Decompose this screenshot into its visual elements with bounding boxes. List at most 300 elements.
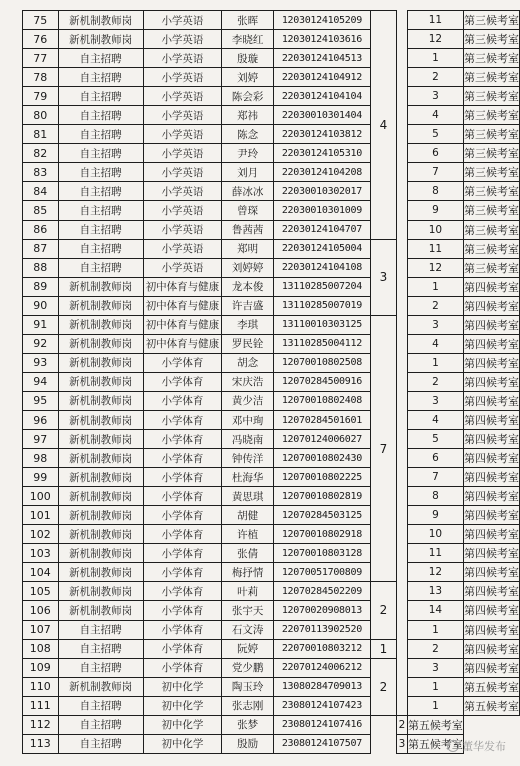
- cell-subject: 初中体育与健康: [143, 296, 222, 315]
- cell-subject: 小学英语: [143, 201, 222, 220]
- cell-group-count: 4: [370, 11, 396, 240]
- cell-candidate-name: 郑祎: [222, 106, 274, 125]
- cell-candidate-name: 张宇天: [222, 601, 274, 620]
- cell-admission-id: 12030124103616: [273, 30, 370, 49]
- cell-seat-number: 2: [407, 372, 463, 391]
- cell-waiting-room: 第五候考室: [463, 677, 519, 696]
- cell-subject: 小学体育: [143, 658, 222, 677]
- cell-waiting-room: 第三候考室: [463, 30, 519, 49]
- cell-seat-number: 3: [407, 658, 463, 677]
- cell-number: 90: [23, 296, 59, 315]
- cell-candidate-name: 陈会彩: [222, 87, 274, 106]
- cell-post-type: 新机制教师岗: [58, 449, 143, 468]
- cell-number: 75: [23, 11, 59, 30]
- cell-admission-id: 22030124104104: [273, 87, 370, 106]
- cell-waiting-room: 第五候考室: [407, 715, 463, 734]
- cell-post-type: 自主招聘: [58, 239, 143, 258]
- table-row: [23, 315, 520, 334]
- cell-waiting-room: 第四候考室: [463, 506, 519, 525]
- cell-number: 94: [23, 372, 59, 391]
- column-gap: [397, 182, 408, 201]
- column-gap: [397, 430, 408, 449]
- cell-post-type: 自主招聘: [58, 201, 143, 220]
- cell-subject: 小学英语: [143, 144, 222, 163]
- cell-seat-number: 7: [407, 163, 463, 182]
- cell-seat-number: 4: [407, 106, 463, 125]
- cell-admission-id: 12070051700809: [273, 563, 370, 582]
- cell-post-type: 新机制教师岗: [58, 525, 143, 544]
- cell-group-count: 3: [370, 239, 396, 315]
- cell-waiting-room: 第四候考室: [463, 582, 519, 601]
- cell-subject: 小学英语: [143, 182, 222, 201]
- cell-seat-number: 1: [407, 696, 463, 715]
- cell-seat-number: 5: [407, 430, 463, 449]
- cell-subject: 小学体育: [143, 601, 222, 620]
- table-row: [23, 391, 520, 410]
- table-row: [23, 601, 520, 620]
- cell-post-type: 新机制教师岗: [58, 677, 143, 696]
- table-row: [23, 220, 520, 239]
- cell-post-type: 新机制教师岗: [58, 315, 143, 334]
- table-row: [23, 658, 520, 677]
- table-row: [23, 487, 520, 506]
- cell-seat-number: 2: [407, 639, 463, 658]
- cell-number: 101: [23, 506, 59, 525]
- cell-waiting-room: 第三候考室: [463, 144, 519, 163]
- cell-seat-number: 12: [407, 258, 463, 277]
- cell-waiting-room: 第三候考室: [463, 258, 519, 277]
- cell-seat-number: 5: [407, 125, 463, 144]
- cell-admission-id: 12070010802408: [273, 391, 370, 410]
- cell-waiting-room: 第四候考室: [463, 544, 519, 563]
- cell-waiting-room: 第四候考室: [463, 620, 519, 639]
- column-gap: [370, 715, 396, 734]
- cell-waiting-room: 第五候考室: [463, 696, 519, 715]
- cell-candidate-name: 陈念: [222, 125, 274, 144]
- cell-number: 92: [23, 334, 59, 353]
- cell-admission-id: 23080124107416: [273, 715, 370, 734]
- cell-post-type: 新机制教师岗: [58, 372, 143, 391]
- cell-number: 95: [23, 391, 59, 410]
- table-row: [23, 201, 520, 220]
- cell-seat-number: 3: [407, 391, 463, 410]
- table-row: [23, 11, 520, 30]
- cell-waiting-room: 第三候考室: [463, 182, 519, 201]
- cell-seat-number: 14: [407, 601, 463, 620]
- cell-candidate-name: 阮婷: [222, 639, 274, 658]
- column-gap: [397, 582, 408, 601]
- cell-candidate-name: 薛冰冰: [222, 182, 274, 201]
- cell-subject: 小学体育: [143, 487, 222, 506]
- cell-candidate-name: 龙本俊: [222, 277, 274, 296]
- cell-admission-id: 12070010802225: [273, 468, 370, 487]
- column-gap: [397, 449, 408, 468]
- cell-post-type: 自主招聘: [58, 639, 143, 658]
- cell-subject: 初中体育与健康: [143, 334, 222, 353]
- cell-seat-number: 7: [407, 468, 463, 487]
- cell-post-type: 自主招聘: [58, 620, 143, 639]
- cell-candidate-name: 钟传洋: [222, 449, 274, 468]
- cell-subject: 小学体育: [143, 525, 222, 544]
- column-gap: [397, 296, 408, 315]
- cell-candidate-name: 殷励: [222, 734, 274, 753]
- cell-waiting-room: 第四候考室: [463, 391, 519, 410]
- cell-subject: 初中化学: [143, 734, 222, 753]
- cell-admission-id: 12070020908013: [273, 601, 370, 620]
- cell-number: 85: [23, 201, 59, 220]
- cell-seat-number: 12: [407, 563, 463, 582]
- cell-seat-number: 3: [407, 87, 463, 106]
- cell-seat-number: 10: [407, 220, 463, 239]
- cell-number: 82: [23, 144, 59, 163]
- column-gap: [397, 525, 408, 544]
- cell-waiting-room: 第四候考室: [463, 639, 519, 658]
- candidate-table: [22, 10, 520, 754]
- cell-post-type: 自主招聘: [58, 106, 143, 125]
- cell-number: 99: [23, 468, 59, 487]
- cell-subject: 小学英语: [143, 106, 222, 125]
- cell-admission-id: 12070010802819: [273, 487, 370, 506]
- table-row: [23, 449, 520, 468]
- cell-post-type: 新机制教师岗: [58, 334, 143, 353]
- cell-admission-id: 22030124104912: [273, 68, 370, 87]
- cell-number: 91: [23, 315, 59, 334]
- column-gap: [397, 391, 408, 410]
- cell-waiting-room: 第三候考室: [463, 68, 519, 87]
- cell-post-type: 新机制教师岗: [58, 430, 143, 449]
- cell-subject: 小学英语: [143, 125, 222, 144]
- cell-waiting-room: 第四候考室: [463, 487, 519, 506]
- cell-admission-id: 22030124104208: [273, 163, 370, 182]
- table-row: [23, 125, 520, 144]
- cell-number: 89: [23, 277, 59, 296]
- cell-seat-number: 9: [407, 506, 463, 525]
- table-row: [23, 734, 520, 753]
- table-row: [23, 144, 520, 163]
- column-gap: [397, 315, 408, 334]
- cell-subject: 小学体育: [143, 582, 222, 601]
- cell-admission-id: 22030124105004: [273, 239, 370, 258]
- table-row: [23, 372, 520, 391]
- cell-admission-id: 22030124104513: [273, 49, 370, 68]
- column-gap: [397, 163, 408, 182]
- column-gap: [397, 487, 408, 506]
- cell-seat-number: 13: [407, 582, 463, 601]
- cell-candidate-name: 刘婷婷: [222, 258, 274, 277]
- wechat-logo-icon: [447, 740, 459, 752]
- cell-waiting-room: 第四候考室: [463, 563, 519, 582]
- cell-waiting-room: 第四候考室: [463, 468, 519, 487]
- cell-candidate-name: 宋庆浩: [222, 372, 274, 391]
- cell-subject: 小学英语: [143, 49, 222, 68]
- column-gap: [397, 277, 408, 296]
- column-gap: [397, 677, 408, 696]
- cell-seat-number: 11: [407, 11, 463, 30]
- cell-group-count: 2: [370, 658, 396, 715]
- cell-admission-id: 13110010303125: [273, 315, 370, 334]
- cell-post-type: 新机制教师岗: [58, 544, 143, 563]
- cell-waiting-room: 第四候考室: [463, 410, 519, 429]
- cell-number: 111: [23, 696, 59, 715]
- column-gap: [370, 734, 396, 753]
- cell-subject: 小学体育: [143, 544, 222, 563]
- cell-subject: 小学英语: [143, 258, 222, 277]
- cell-admission-id: 22070124006212: [273, 658, 370, 677]
- cell-post-type: 自主招聘: [58, 220, 143, 239]
- cell-number: 106: [23, 601, 59, 620]
- column-gap: [397, 239, 408, 258]
- cell-subject: 初中化学: [143, 696, 222, 715]
- cell-number: 97: [23, 430, 59, 449]
- cell-subject: 小学体育: [143, 468, 222, 487]
- table-row: [23, 696, 520, 715]
- cell-seat-number: 11: [407, 239, 463, 258]
- cell-number: 87: [23, 239, 59, 258]
- cell-number: 107: [23, 620, 59, 639]
- column-gap: [397, 125, 408, 144]
- cell-admission-id: 13110285004112: [273, 334, 370, 353]
- cell-number: 93: [23, 353, 59, 372]
- column-gap: [397, 334, 408, 353]
- column-gap: [397, 658, 408, 677]
- table-body: [23, 11, 520, 754]
- cell-number: 103: [23, 544, 59, 563]
- column-gap: [397, 696, 408, 715]
- cell-candidate-name: 黄思琪: [222, 487, 274, 506]
- column-gap: [397, 30, 408, 49]
- cell-candidate-name: 党少鹏: [222, 658, 274, 677]
- cell-seat-number: 2: [407, 68, 463, 87]
- cell-admission-id: 12070284502209: [273, 582, 370, 601]
- cell-number: 100: [23, 487, 59, 506]
- cell-waiting-room: 第四候考室: [463, 449, 519, 468]
- cell-waiting-room: 第三候考室: [463, 125, 519, 144]
- cell-waiting-room: 第三候考室: [463, 87, 519, 106]
- cell-seat-number: 6: [407, 449, 463, 468]
- column-gap: [397, 506, 408, 525]
- cell-subject: 小学体育: [143, 563, 222, 582]
- column-gap: [397, 220, 408, 239]
- cell-candidate-name: 叶莉: [222, 582, 274, 601]
- cell-subject: 小学体育: [143, 620, 222, 639]
- cell-post-type: 新机制教师岗: [58, 11, 143, 30]
- cell-number: 104: [23, 563, 59, 582]
- cell-waiting-room: 第三候考室: [463, 49, 519, 68]
- cell-subject: 小学体育: [143, 372, 222, 391]
- cell-waiting-room: 第四候考室: [463, 334, 519, 353]
- cell-candidate-name: 张梦: [222, 715, 274, 734]
- cell-number: 80: [23, 106, 59, 125]
- cell-subject: 小学英语: [143, 87, 222, 106]
- table-row: [23, 468, 520, 487]
- cell-admission-id: 22070113902520: [273, 620, 370, 639]
- cell-admission-id: 12070284503125: [273, 506, 370, 525]
- cell-post-type: 新机制教师岗: [58, 601, 143, 620]
- table-row: [23, 296, 520, 315]
- cell-number: 109: [23, 658, 59, 677]
- cell-group-count: 2: [370, 582, 396, 639]
- cell-post-type: 自主招聘: [58, 715, 143, 734]
- cell-admission-id: 22030124103812: [273, 125, 370, 144]
- cell-admission-id: 22070010803212: [273, 639, 370, 658]
- cell-candidate-name: 李晓红: [222, 30, 274, 49]
- column-gap: [397, 544, 408, 563]
- cell-candidate-name: 许吉盛: [222, 296, 274, 315]
- cell-subject: 初中化学: [143, 715, 222, 734]
- cell-subject: 小学英语: [143, 220, 222, 239]
- table-row: [23, 87, 520, 106]
- cell-post-type: 新机制教师岗: [58, 582, 143, 601]
- table-row: [23, 715, 520, 734]
- cell-admission-id: 12070124006027: [273, 430, 370, 449]
- cell-seat-number: 2: [407, 296, 463, 315]
- cell-seat-number: 1: [407, 620, 463, 639]
- cell-admission-id: 13110285007204: [273, 277, 370, 296]
- cell-candidate-name: 曾琛: [222, 201, 274, 220]
- cell-waiting-room: 第四候考室: [463, 658, 519, 677]
- cell-post-type: 自主招聘: [58, 182, 143, 201]
- cell-seat-number: 2: [397, 715, 408, 734]
- cell-waiting-room: 第四候考室: [463, 601, 519, 620]
- cell-post-type: 新机制教师岗: [58, 468, 143, 487]
- cell-candidate-name: 石文涛: [222, 620, 274, 639]
- cell-seat-number: 10: [407, 525, 463, 544]
- cell-waiting-room: 第三候考室: [463, 239, 519, 258]
- cell-subject: 小学英语: [143, 30, 222, 49]
- table-row: [23, 277, 520, 296]
- column-gap: [397, 620, 408, 639]
- table-row: [23, 506, 520, 525]
- cell-post-type: 新机制教师岗: [58, 296, 143, 315]
- cell-number: 102: [23, 525, 59, 544]
- column-gap: [397, 144, 408, 163]
- table-row: [23, 163, 520, 182]
- cell-waiting-room: 第三候考室: [463, 220, 519, 239]
- cell-group-count: 7: [370, 315, 396, 582]
- cell-number: 113: [23, 734, 59, 753]
- cell-admission-id: 12070010802508: [273, 353, 370, 372]
- cell-seat-number: 1: [407, 677, 463, 696]
- cell-subject: 小学英语: [143, 163, 222, 182]
- column-gap: [397, 353, 408, 372]
- cell-waiting-room: 第三候考室: [463, 11, 519, 30]
- cell-candidate-name: 杜海华: [222, 468, 274, 487]
- column-gap: [397, 372, 408, 391]
- cell-admission-id: 23080124107423: [273, 696, 370, 715]
- table-row: [23, 430, 520, 449]
- cell-candidate-name: 尹玲: [222, 144, 274, 163]
- table-row: [23, 239, 520, 258]
- cell-candidate-name: 鲁茜茜: [222, 220, 274, 239]
- cell-seat-number: 3: [397, 734, 408, 753]
- cell-post-type: 自主招聘: [58, 696, 143, 715]
- cell-subject: 小学英语: [143, 11, 222, 30]
- cell-post-type: 自主招聘: [58, 144, 143, 163]
- cell-subject: 初中体育与健康: [143, 315, 222, 334]
- column-gap: [397, 201, 408, 220]
- cell-number: 88: [23, 258, 59, 277]
- cell-admission-id: 12030124105209: [273, 11, 370, 30]
- table-row: [23, 353, 520, 372]
- cell-admission-id: 12070284500916: [273, 372, 370, 391]
- cell-number: 78: [23, 68, 59, 87]
- cell-admission-id: 23080124107507: [273, 734, 370, 753]
- cell-admission-id: 22030010301009: [273, 201, 370, 220]
- cell-admission-id: 13080284709013: [273, 677, 370, 696]
- cell-subject: 小学体育: [143, 639, 222, 658]
- cell-waiting-room: 第四候考室: [463, 315, 519, 334]
- cell-waiting-room: 第四候考室: [463, 296, 519, 315]
- cell-seat-number: 8: [407, 182, 463, 201]
- cell-post-type: 自主招聘: [58, 125, 143, 144]
- cell-post-type: 自主招聘: [58, 87, 143, 106]
- cell-seat-number: 11: [407, 544, 463, 563]
- cell-candidate-name: 陶玉玲: [222, 677, 274, 696]
- cell-admission-id: 12070010802918: [273, 525, 370, 544]
- cell-waiting-room: 第四候考室: [463, 353, 519, 372]
- cell-admission-id: 22030010301404: [273, 106, 370, 125]
- cell-waiting-room: 第五候考室: [407, 734, 463, 753]
- cell-waiting-room: 第三候考室: [463, 163, 519, 182]
- table-row: [23, 334, 520, 353]
- cell-waiting-room: 第三候考室: [463, 106, 519, 125]
- watermark-text: 董华发布: [462, 740, 506, 753]
- cell-subject: 小学体育: [143, 353, 222, 372]
- cell-admission-id: 22030010302017: [273, 182, 370, 201]
- cell-waiting-room: 第四候考室: [463, 430, 519, 449]
- column-gap: [397, 601, 408, 620]
- column-gap: [397, 87, 408, 106]
- cell-number: 77: [23, 49, 59, 68]
- cell-candidate-name: 许植: [222, 525, 274, 544]
- cell-subject: 初中化学: [143, 677, 222, 696]
- cell-number: 81: [23, 125, 59, 144]
- cell-waiting-room: 第三候考室: [463, 201, 519, 220]
- column-gap: [397, 468, 408, 487]
- cell-subject: 小学英语: [143, 68, 222, 87]
- cell-candidate-name: 梅抒情: [222, 563, 274, 582]
- cell-subject: 小学体育: [143, 410, 222, 429]
- cell-admission-id: 12070284501601: [273, 410, 370, 429]
- cell-candidate-name: 罗民铨: [222, 334, 274, 353]
- table-row: [23, 68, 520, 87]
- cell-post-type: 自主招聘: [58, 68, 143, 87]
- cell-candidate-name: 李琪: [222, 315, 274, 334]
- table-row: [23, 582, 520, 601]
- cell-number: 96: [23, 410, 59, 429]
- table-row: [23, 620, 520, 639]
- table-row: [23, 106, 520, 125]
- cell-post-type: 新机制教师岗: [58, 506, 143, 525]
- cell-candidate-name: 胡念: [222, 353, 274, 372]
- cell-subject: 小学体育: [143, 391, 222, 410]
- column-gap: [397, 49, 408, 68]
- cell-seat-number: 1: [407, 49, 463, 68]
- cell-seat-number: 6: [407, 144, 463, 163]
- table-row: [23, 410, 520, 429]
- cell-subject: 小学体育: [143, 449, 222, 468]
- cell-candidate-name: 刘婷: [222, 68, 274, 87]
- cell-post-type: 新机制教师岗: [58, 277, 143, 296]
- table-row: [23, 182, 520, 201]
- column-gap: [397, 563, 408, 582]
- table-row: [23, 639, 520, 658]
- table-row: [23, 544, 520, 563]
- cell-subject: 初中体育与健康: [143, 277, 222, 296]
- cell-candidate-name: 冯晓南: [222, 430, 274, 449]
- cell-candidate-name: 刘月: [222, 163, 274, 182]
- cell-candidate-name: 郑明: [222, 239, 274, 258]
